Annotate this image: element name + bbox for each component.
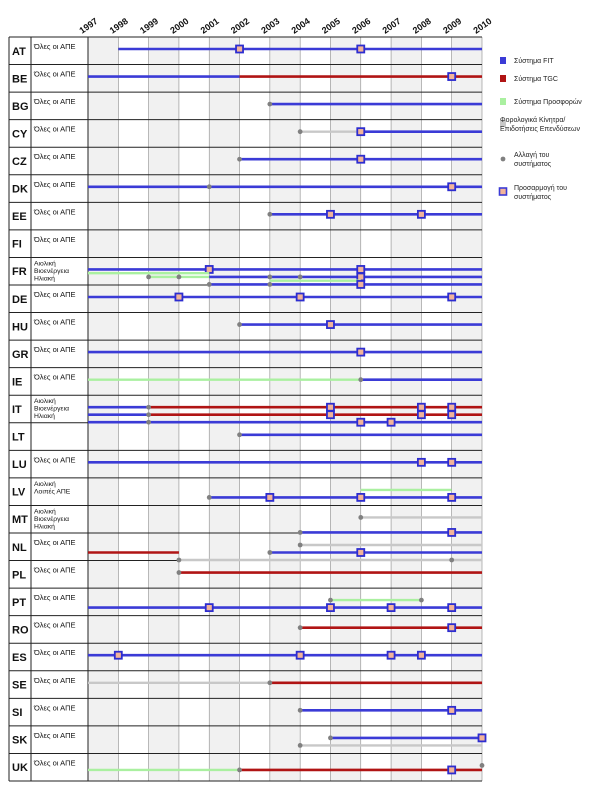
legend-label-line: συστήματος [514, 194, 552, 201]
year-column-band [179, 37, 209, 781]
year-column-band [270, 37, 300, 781]
year-label: 2005 [319, 15, 343, 36]
change-marker [267, 212, 272, 217]
change-marker [146, 412, 151, 417]
adaptation-marker [327, 604, 334, 611]
change-marker [267, 680, 272, 685]
technology-label: Αιολική [34, 260, 56, 268]
legend-label-line: συστήματος [514, 161, 552, 168]
adaptation-marker [418, 411, 425, 418]
change-marker [237, 432, 242, 437]
country-code: LU [12, 459, 27, 472]
country-code: IT [12, 404, 22, 416]
country-code: IE [12, 376, 23, 389]
legend-swatch-change [501, 157, 506, 162]
year-label: 2000 [168, 15, 191, 36]
country-code: RO [12, 624, 29, 637]
adaptation-marker [297, 294, 304, 301]
adaptation-marker [448, 183, 455, 190]
country-code: DK [12, 183, 28, 196]
legend-swatch-tender [500, 98, 506, 105]
year-column-band [149, 37, 179, 781]
technology-label: Αιολική [34, 398, 56, 406]
legend-label-tax [500, 116, 580, 133]
technology-label: Ηλιακή [34, 413, 55, 421]
country-code: LV [12, 486, 26, 499]
technology-label: Όλες οι ΑΠΕ [34, 648, 76, 658]
country-code: CZ [12, 156, 27, 168]
technology-label: Όλες οι ΑΠΕ [34, 290, 76, 299]
year-label: 1997 [77, 15, 100, 36]
change-marker [207, 282, 212, 287]
change-marker [177, 558, 182, 563]
technology-label: Όλες οι ΑΠΕ [34, 69, 76, 79]
adaptation-marker [357, 46, 364, 53]
change-marker [298, 543, 303, 548]
legend-swatch-adapt [500, 188, 507, 195]
country-code: HU [12, 321, 28, 334]
technology-label: Όλες οι ΑΠΕ [34, 152, 76, 162]
year-column-band [452, 37, 482, 781]
year-label: 2006 [350, 15, 373, 36]
adaptation-marker [448, 404, 455, 411]
change-marker [146, 405, 151, 410]
year-label: 1999 [138, 15, 161, 36]
adaptation-marker [327, 321, 334, 328]
technology-label: Όλες οι ΑΠΕ [34, 758, 76, 768]
country-code: FI [12, 238, 22, 251]
adaptation-marker [448, 294, 455, 301]
country-code: ES [12, 652, 27, 664]
adaptation-marker [418, 211, 425, 218]
country-code: UK [12, 762, 28, 775]
change-marker [146, 275, 151, 280]
adaptation-marker [357, 128, 364, 135]
legend-label-line: Αλλαγή του [514, 152, 550, 159]
legend-label-line: Φορολογικά Κίνητρα/ [500, 117, 566, 124]
adaptation-marker [266, 494, 273, 501]
adaptation-marker [206, 266, 213, 273]
country-code: SE [12, 679, 27, 692]
technology-label: Όλες οι ΑΠΕ [34, 730, 76, 740]
adaptation-marker [388, 419, 395, 426]
adaptation-marker [448, 707, 455, 714]
change-marker [358, 377, 363, 382]
adaptation-marker [388, 604, 395, 611]
country-code: LT [12, 431, 25, 444]
technology-label: Όλες οι ΑΠΕ [34, 703, 76, 713]
adaptation-marker [418, 459, 425, 466]
technology-label: Βιοενέργεια [34, 267, 70, 275]
country-code: SI [12, 707, 23, 720]
adaptation-marker [448, 604, 455, 611]
change-marker [480, 763, 485, 768]
year-label: 2003 [259, 15, 282, 36]
change-marker [146, 420, 151, 425]
change-marker [177, 570, 182, 575]
year-column-band [421, 37, 451, 781]
year-column-band [209, 37, 239, 781]
adaptation-marker [479, 734, 486, 741]
technology-label: Όλες οι ΑΠΕ [34, 42, 76, 51]
country-code: BE [12, 73, 28, 86]
change-marker [267, 102, 272, 107]
legend-label-change [514, 152, 552, 168]
adaptation-marker [448, 494, 455, 501]
change-marker [177, 275, 182, 280]
change-marker [237, 157, 242, 162]
change-marker [298, 743, 303, 748]
country-code: PT [12, 596, 27, 609]
country-code: FR [12, 266, 27, 279]
change-marker [449, 558, 454, 563]
country-code: MT [12, 514, 28, 527]
technology-label: Αιολική [34, 508, 56, 516]
adaptation-marker [236, 46, 243, 53]
technology-label: Όλες οι ΑΠΕ [34, 455, 76, 465]
adaptation-marker [357, 549, 364, 556]
change-marker [267, 550, 272, 555]
year-label: 2004 [289, 15, 312, 36]
adaptation-marker [448, 766, 455, 773]
technology-label: Όλες οι ΑΠΕ [34, 317, 76, 327]
country-code: SK [12, 734, 28, 747]
change-marker [328, 598, 333, 603]
country-code: NL [12, 541, 27, 554]
country-code: BG [12, 100, 29, 113]
year-column-band [118, 37, 148, 781]
change-marker [267, 282, 272, 287]
change-marker [237, 768, 242, 773]
technology-label: Βιοενέργεια [34, 515, 70, 523]
technology-label: Όλες οι ΑΠΕ [34, 620, 76, 630]
year-label: 2010 [471, 15, 494, 36]
adaptation-marker [418, 404, 425, 411]
legend-swatch-tgc [500, 75, 506, 82]
year-label: 2007 [380, 15, 403, 36]
change-marker [328, 735, 333, 740]
year-column-band [391, 37, 421, 781]
adaptation-marker [327, 404, 334, 411]
country-code: GR [12, 348, 29, 361]
year-column-band [88, 37, 118, 781]
technology-label: Όλες οι ΑΠΕ [34, 593, 76, 603]
adaptation-marker [357, 349, 364, 356]
year-label: 1998 [107, 15, 130, 36]
country-code: AT [12, 45, 26, 58]
legend-label-line: Προσαρμογή του [514, 185, 567, 192]
year-column-band [300, 37, 330, 781]
technology-label: Ηλιακή [34, 275, 55, 283]
year-label: 2001 [198, 15, 221, 36]
adaptation-marker [327, 411, 334, 418]
technology-label: Όλες οι ΑΠΕ [34, 97, 76, 107]
technology-label: Αιολική [34, 480, 56, 488]
technology-label: Όλες οι ΑΠΕ [34, 179, 76, 189]
adaptation-marker [357, 494, 364, 501]
adaptation-marker [175, 294, 182, 301]
change-marker [298, 530, 303, 535]
adaptation-marker [357, 266, 364, 273]
year-column-band [330, 37, 360, 781]
adaptation-marker [357, 273, 364, 280]
change-marker [358, 515, 363, 520]
legend-label-fit: Σύστημα FIT [514, 58, 554, 65]
adaptation-marker [448, 624, 455, 631]
change-marker [207, 495, 212, 500]
technology-label: Όλες οι ΑΠΕ [34, 345, 76, 355]
technology-label: Όλες οι ΑΠΕ [34, 538, 76, 547]
technology-label: Όλες οι ΑΠΕ [34, 124, 76, 134]
country-code: DE [12, 293, 28, 306]
adaptation-marker [388, 652, 395, 659]
adaptation-marker [115, 652, 122, 659]
adaptation-marker [327, 211, 334, 218]
technology-label: Όλες οι ΑΠΕ [34, 565, 76, 575]
adaptation-marker [357, 419, 364, 426]
country-code: PL [12, 569, 27, 582]
change-marker [298, 129, 303, 134]
country-code: EE [12, 211, 27, 224]
adaptation-marker [448, 411, 455, 418]
technology-label: Όλες οι ΑΠΕ [34, 675, 76, 685]
change-marker [237, 322, 242, 327]
year-label: 2008 [410, 15, 433, 36]
year-label: 2009 [441, 15, 464, 36]
legend-label-adapt [514, 185, 567, 201]
country-code: CY [12, 128, 28, 141]
technology-label: Όλες οι ΑΠΕ [34, 234, 76, 244]
change-marker [207, 184, 212, 189]
technology-label: Βιοενέργεια [34, 405, 70, 413]
adaptation-marker [357, 281, 364, 288]
adaptation-marker [448, 529, 455, 536]
technology-label: Ηλιακή [34, 523, 55, 531]
adaptation-marker [418, 652, 425, 659]
legend-label-line: Επιδοτήσεις Επενδύσεων [500, 126, 580, 133]
adaptation-marker [206, 604, 213, 611]
change-marker [267, 275, 272, 280]
legend-swatch-fit [500, 57, 506, 64]
change-marker [298, 625, 303, 630]
year-column-band [361, 37, 391, 781]
technology-label: Λοιπές ΑΠΕ [34, 488, 71, 496]
year-label: 2002 [228, 15, 252, 36]
adaptation-marker [448, 73, 455, 80]
adaptation-marker [448, 459, 455, 466]
change-marker [298, 708, 303, 713]
adaptation-marker [297, 652, 304, 659]
technology-label: Όλες οι ΑΠΕ [34, 207, 76, 217]
technology-label: Όλες οι ΑΠΕ [34, 372, 76, 382]
adaptation-marker [357, 156, 364, 163]
legend-label-tgc: Σύστημα TGC [514, 76, 558, 83]
change-marker [419, 598, 424, 603]
legend-label-tender: Σύστημα Προσφορών [514, 99, 582, 106]
year-column-band [240, 37, 270, 781]
change-marker [298, 275, 303, 280]
